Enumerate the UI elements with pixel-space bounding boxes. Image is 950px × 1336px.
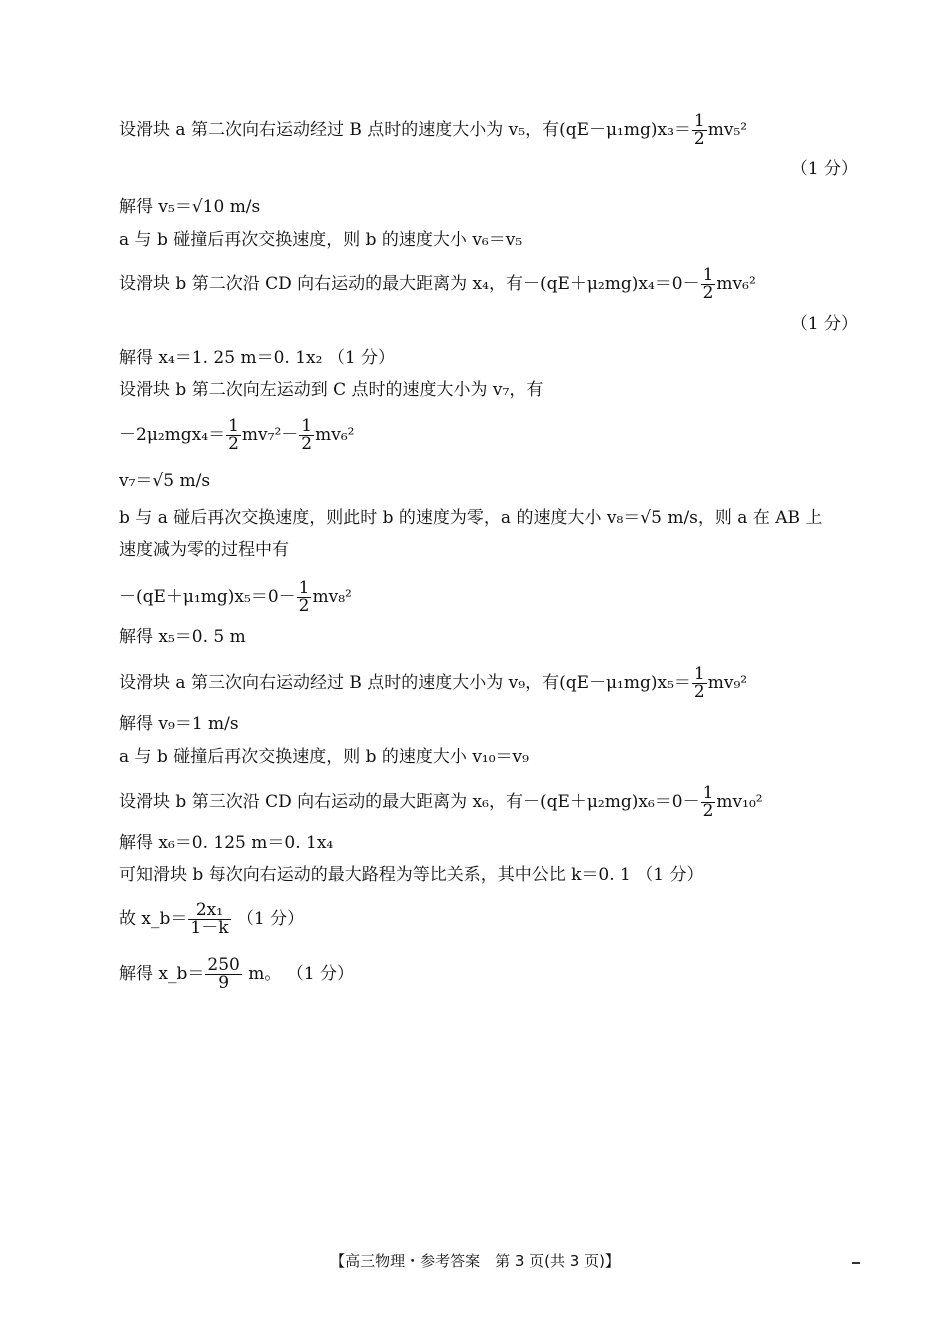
fraction-denominator: 2 xyxy=(693,682,705,702)
fraction xyxy=(701,267,716,302)
fraction-denominator: 2 xyxy=(298,596,310,616)
fraction-numerator: 1 xyxy=(693,664,705,684)
solution-line-13 xyxy=(119,666,747,701)
solution-line-9: b 与 a 碰后再次交换速度，则此时 b 的速度为零，a 的速度大小 v₈＝√5 m/s，则 a 在 AB 上 xyxy=(119,508,823,528)
fraction-numerator: 1 xyxy=(702,783,714,803)
corner-mark xyxy=(852,1262,860,1264)
fraction xyxy=(692,113,707,148)
solution-line-7 xyxy=(119,418,354,453)
line-text: 设滑块 a 第二次向右运动经过 B 点时的速度大小为 v₅，有(qE－μ₁mg)x₃＝ xyxy=(119,120,691,140)
fraction xyxy=(692,666,707,701)
line-text: mv₁₀² xyxy=(716,792,763,812)
line-text: －(qE＋μ₁mg)x₅＝0－ xyxy=(119,587,296,607)
solution-line-17: 解得 x₆＝0. 125 m＝0. 1x₄ xyxy=(119,833,334,853)
solution-line-12: 解得 x₅＝0. 5 m xyxy=(119,627,246,647)
solution-line-19 xyxy=(119,902,304,937)
line-text: 故 x_b＝ xyxy=(119,909,188,929)
fraction-numerator: 2x₁ xyxy=(188,902,230,920)
page-footer: 【高三物理・参考答案 第 3 页(共 3 页)】 xyxy=(330,1252,620,1270)
line-text: mv₆² xyxy=(716,274,756,294)
line-text: m。 （1 分） xyxy=(242,964,354,984)
line-text: 解得 x_b＝ xyxy=(119,964,205,984)
fraction-denominator: 2 xyxy=(693,129,705,149)
solution-line-10: 速度减为零的过程中有 xyxy=(119,540,289,560)
fraction-denominator: 2 xyxy=(301,434,313,454)
line-text: 设滑块 b 第三次沿 CD 向右运动的最大距离为 x₆，有－(qE＋μ₂mg)x₆＝0－ xyxy=(119,792,700,812)
solution-line-11 xyxy=(119,580,352,615)
line-text: 设滑块 a 第三次向右运动经过 B 点时的速度大小为 v₉，有(qE－μ₁mg)x₅＝ xyxy=(119,673,691,693)
solution-line-8: v₇＝√5 m/s xyxy=(119,471,211,491)
fraction-denominator: 2 xyxy=(702,801,714,821)
fraction-numerator: 1 xyxy=(228,416,239,436)
solution-line-6: 设滑块 b 第二次向左运动到 C 点时的速度大小为 v₇，有 xyxy=(119,380,544,400)
fraction-numerator: 1 xyxy=(702,265,714,285)
score-note-1: （1 分） xyxy=(790,159,858,179)
solution-line-5: 解得 x₄＝1. 25 m＝0. 1x₂ （1 分） xyxy=(119,348,396,368)
fraction-numerator: 250 xyxy=(207,955,240,975)
fraction-denominator: 1－k xyxy=(190,918,229,938)
line-text: mv₇²－ xyxy=(241,425,299,445)
fraction xyxy=(299,418,314,453)
fraction xyxy=(701,785,716,820)
solution-line-2: 解得 v₅＝√10 m/s xyxy=(119,197,261,217)
solution-line-1 xyxy=(119,113,747,148)
solution-line-15: a 与 b 碰撞后再次交换速度，则 b 的速度大小 v₁₀＝v₉ xyxy=(119,747,529,767)
line-text: mv₅² xyxy=(707,120,748,140)
score-note-2: （1 分） xyxy=(790,314,858,334)
fraction xyxy=(297,580,312,615)
fraction-denominator: 2 xyxy=(702,283,714,303)
line-text: mv₈² xyxy=(312,587,352,607)
fraction-numerator: 1 xyxy=(298,578,310,598)
fraction-numerator: 1 xyxy=(693,111,705,131)
fraction-denominator: 9 xyxy=(218,973,230,993)
fraction-denominator: 2 xyxy=(228,434,239,454)
line-text: mv₉² xyxy=(707,673,748,693)
fraction-numerator: 1 xyxy=(301,416,313,436)
solution-line-14: 解得 v₉＝1 m/s xyxy=(119,714,239,734)
fraction xyxy=(226,418,241,453)
line-text: 设滑块 b 第二次沿 CD 向右运动的最大距离为 x₄，有－(qE＋μ₂mg)x₄＝0－ xyxy=(119,274,700,294)
line-text: －2μ₂mgx₄＝ xyxy=(119,425,226,445)
fraction xyxy=(188,902,230,937)
solution-line-18: 可知滑块 b 每次向右运动的最大路程为等比关系，其中公比 k＝0. 1 （1 分） xyxy=(119,865,704,885)
solution-line-3: a 与 b 碰撞后再次交换速度，则 b 的速度大小 v₆＝v₅ xyxy=(119,230,523,250)
solution-line-4 xyxy=(119,267,756,302)
line-text: mv₆² xyxy=(315,425,355,445)
line-text: （1 分） xyxy=(231,909,305,929)
solution-line-20 xyxy=(119,957,354,992)
fraction xyxy=(205,957,241,992)
solution-line-16 xyxy=(119,785,763,820)
